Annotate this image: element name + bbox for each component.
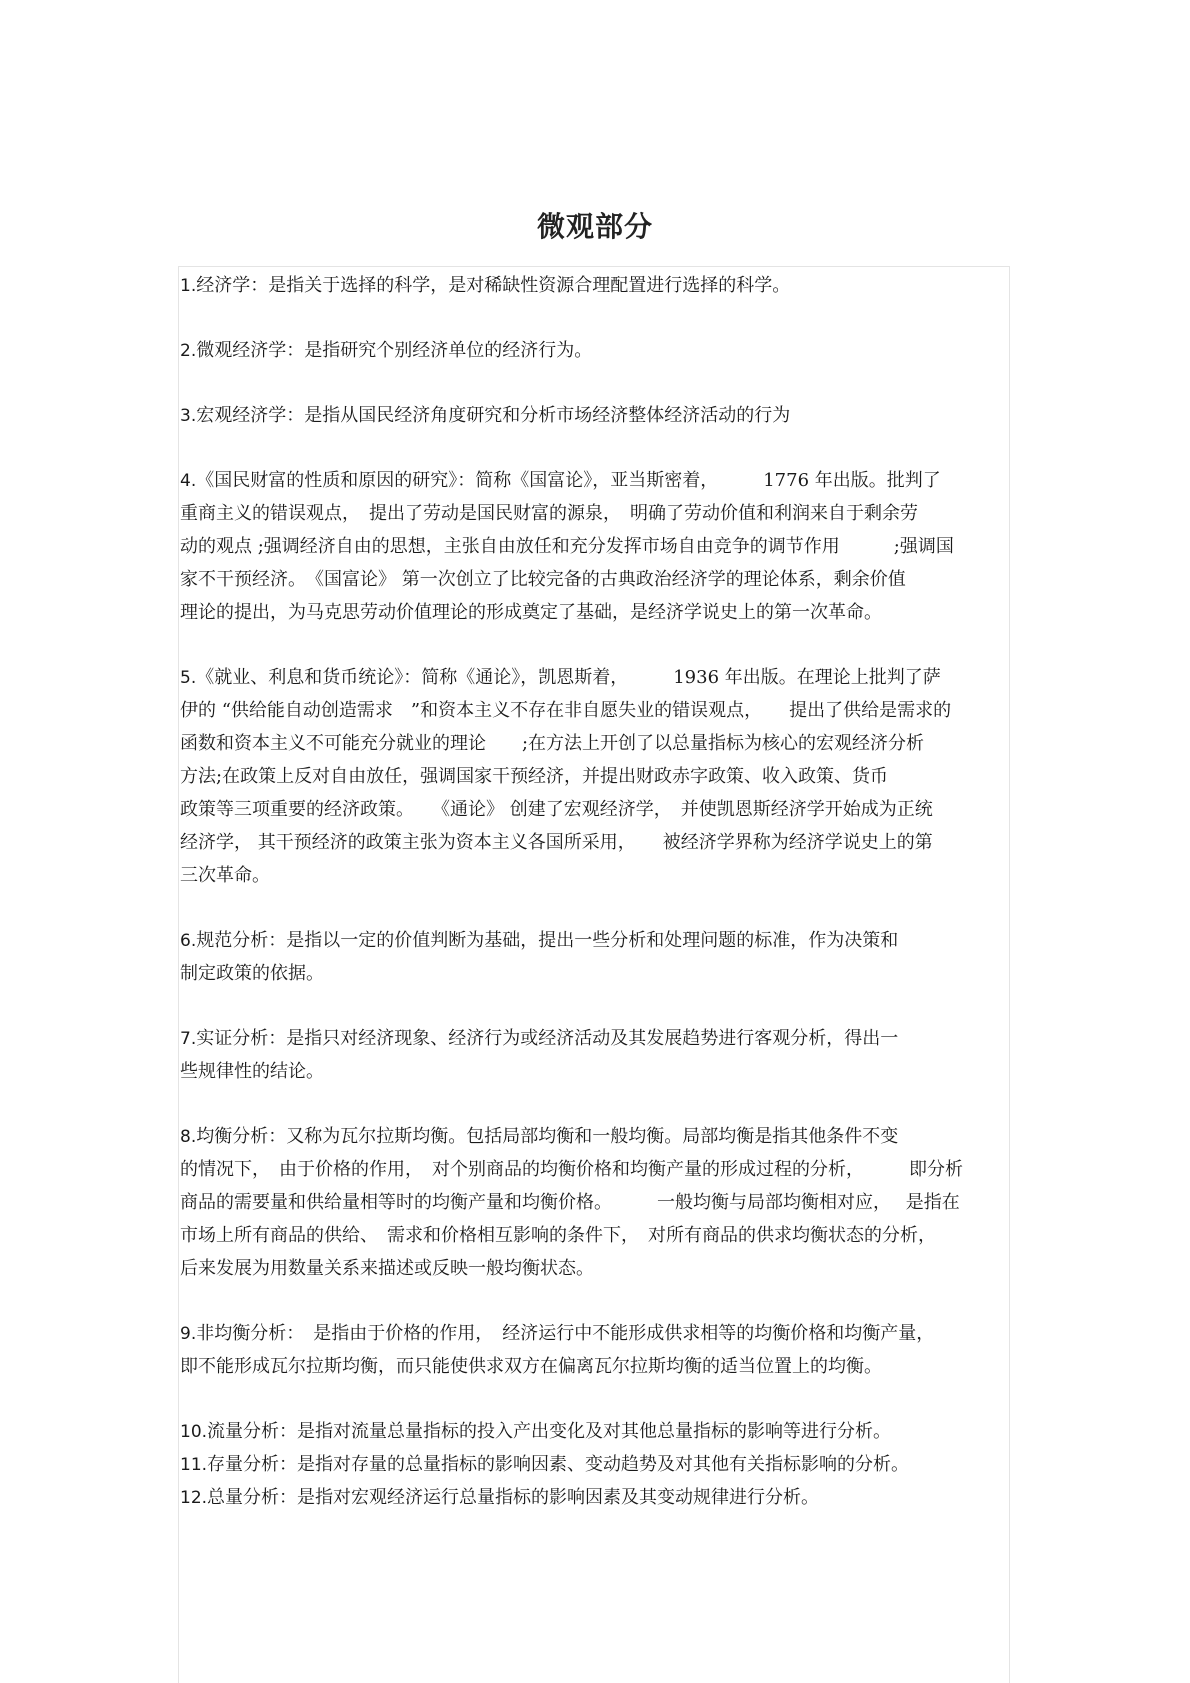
definition-line: [180, 1186, 1010, 1219]
definition-line: [180, 530, 1010, 563]
line-text: 理论的提出，为马克思劳动价值理论的形成奠定了基础，是经济学说史上的第一次革命。: [180, 602, 882, 623]
line-text: 经济学：是指关于选择的科学，是对稀缺性资源合理配置进行选择的科学。: [196, 275, 791, 296]
definition-entry: [180, 1120, 1010, 1285]
entry-number: 7.: [180, 1029, 197, 1049]
line-text: 宏观经济学：是指从国民经济角度研究和分析市场经济整体经济活动的行为: [196, 405, 791, 426]
definition-line: [180, 1415, 1010, 1448]
definition-entry: [180, 1448, 1010, 1481]
definition-line: [180, 1120, 1010, 1153]
definition-line: [180, 563, 1010, 596]
line-text: 方法;在政策上反对自由放任，强调国家干预经济，并提出财政赤字政策、收入政策、货币: [180, 766, 889, 787]
page-title: 微观部分: [536, 209, 653, 243]
definition-line: [180, 1481, 1010, 1514]
definition-line: [180, 1022, 1010, 1055]
definition-line: [180, 464, 1010, 497]
definition-line: [180, 1448, 1010, 1481]
line-text: 伊的 “供给能自动创造需求 ”和资本主义不存在非自愿失业的错误观点， 提出了供给是需求的: [180, 700, 952, 721]
definition-entry: [180, 924, 1010, 990]
definition-line: [180, 957, 1010, 990]
definition-line: [180, 760, 1010, 793]
definition-entry: [180, 1415, 1010, 1448]
definition-line: [180, 269, 1010, 302]
definitions-list: [180, 269, 1010, 1546]
definition-line: [180, 924, 1010, 957]
line-text: 规范分析：是指以一定的价值判断为基础，提出一些分析和处理问题的标准，作为决策和: [196, 930, 899, 951]
entry-number: 3.: [180, 406, 197, 426]
line-text: 重商主义的错误观点， 提出了劳动是国民财富的源泉， 明确了劳动价值和利润来自于剩余劳: [180, 503, 918, 524]
line-text: 《国民财富的性质和原因的研究》：简称《国富论》，亚当斯密着， 1776 年出版。批判了: [196, 470, 941, 491]
entry-number: 2.: [180, 341, 197, 361]
line-text: 商品的需要量和供给量相等时的均衡产量和均衡价格。 一般均衡与局部均衡相对应， 是指在: [180, 1192, 960, 1213]
entry-number: 8.: [180, 1127, 197, 1147]
definition-entry: [180, 1317, 1010, 1383]
line-text: 三次革命。: [180, 865, 270, 886]
definition-line: [180, 859, 1010, 892]
line-text: 即不能形成瓦尔拉斯均衡，而只能使供求双方在偏离瓦尔拉斯均衡的适当位置上的均衡。: [180, 1356, 882, 1377]
definition-entry: [180, 399, 1010, 432]
definition-entry: [180, 464, 1010, 629]
definition-line: [180, 661, 1010, 694]
definition-line: [180, 334, 1010, 367]
definition-line: [180, 1350, 1010, 1383]
definition-line: [180, 694, 1010, 727]
line-text: 些规律性的结论。: [180, 1061, 324, 1082]
definition-line: [180, 596, 1010, 629]
line-text: 的情况下， 由于价格的作用， 对个别商品的均衡价格和均衡产量的形成过程的分析， 即分析: [180, 1159, 963, 1180]
entry-number: 1.: [180, 276, 197, 296]
definition-line: [180, 727, 1010, 760]
line-text: 政策等三项重要的经济政策。 《通论》 创建了宏观经济学， 并使凯恩斯经济学开始成为正统: [180, 799, 933, 820]
entry-number: 10.: [180, 1422, 208, 1442]
entry-number: 6.: [180, 931, 197, 951]
definition-entry: [180, 334, 1010, 367]
definition-line: [180, 399, 1010, 432]
line-text: 市场上所有商品的供给、 需求和价格相互影响的条件下， 对所有商品的供求均衡状态的分析，: [180, 1225, 936, 1246]
entry-number: 9.: [180, 1324, 197, 1344]
entry-number: 11.: [180, 1455, 208, 1475]
definition-entry: [180, 269, 1010, 302]
line-text: 流量分析：是指对流量总量指标的投入产出变化及对其他总量指标的影响等进行分析。: [207, 1421, 892, 1442]
line-text: 后来发展为用数量关系来描述或反映一般均衡状态。: [180, 1258, 594, 1279]
entry-number: 5.: [180, 668, 197, 688]
definition-entry: [180, 1022, 1010, 1088]
line-text: 家不干预经济。 《国富论》 第一次创立了比较完备的古典政治经济学的理论体系，剩余价值: [180, 569, 906, 590]
line-text: 总量分析：是指对宏观经济运行总量指标的影响因素及其变动规律进行分析。: [207, 1487, 820, 1508]
line-text: 动的观点 ;强调经济自由的思想，主张自由放任和充分发挥市场自由竞争的调节作用 ;强调国: [180, 536, 954, 557]
definition-line: [180, 497, 1010, 530]
line-text: 均衡分析：又称为瓦尔拉斯均衡。包括局部均衡和一般均衡。局部均衡是指其他条件不变: [196, 1126, 899, 1147]
definition-line: [180, 1317, 1010, 1350]
definition-line: [180, 1252, 1010, 1285]
entry-number: 12.: [180, 1488, 208, 1508]
definition-line: [180, 793, 1010, 826]
definition-line: [180, 1219, 1010, 1252]
line-text: 实证分析：是指只对经济现象、经济行为或经济活动及其发展趋势进行客观分析，得出一: [196, 1028, 899, 1049]
definition-entry: [180, 661, 1010, 892]
line-text: 微观经济学：是指研究个别经济单位的经济行为。: [196, 340, 593, 361]
line-text: 《就业、利息和货币统论》：简称《通论》，凯恩斯着， 1936 年出版。在理论上批判了萨: [196, 667, 941, 688]
definition-line: [180, 1153, 1010, 1186]
definition-line: [180, 1055, 1010, 1088]
line-text: 存量分析：是指对存量的总量指标的影响因素、变动趋势及对其他有关指标影响的分析。: [207, 1454, 910, 1475]
entry-number: 4.: [180, 471, 197, 491]
line-text: 制定政策的依据。: [180, 963, 324, 984]
line-text: 经济学， 其干预经济的政策主张为资本主义各国所采用， 被经济学界称为经济学说史上的第: [180, 832, 933, 853]
line-text: 函数和资本主义不可能充分就业的理论 ;在方法上开创了以总量指标为核心的宏观经济分析: [180, 733, 925, 754]
definition-line: [180, 826, 1010, 859]
definition-entry: [180, 1481, 1010, 1514]
line-text: 非均衡分析： 是指由于价格的作用， 经济运行中不能形成供求相等的均衡价格和均衡产量，: [196, 1323, 935, 1344]
